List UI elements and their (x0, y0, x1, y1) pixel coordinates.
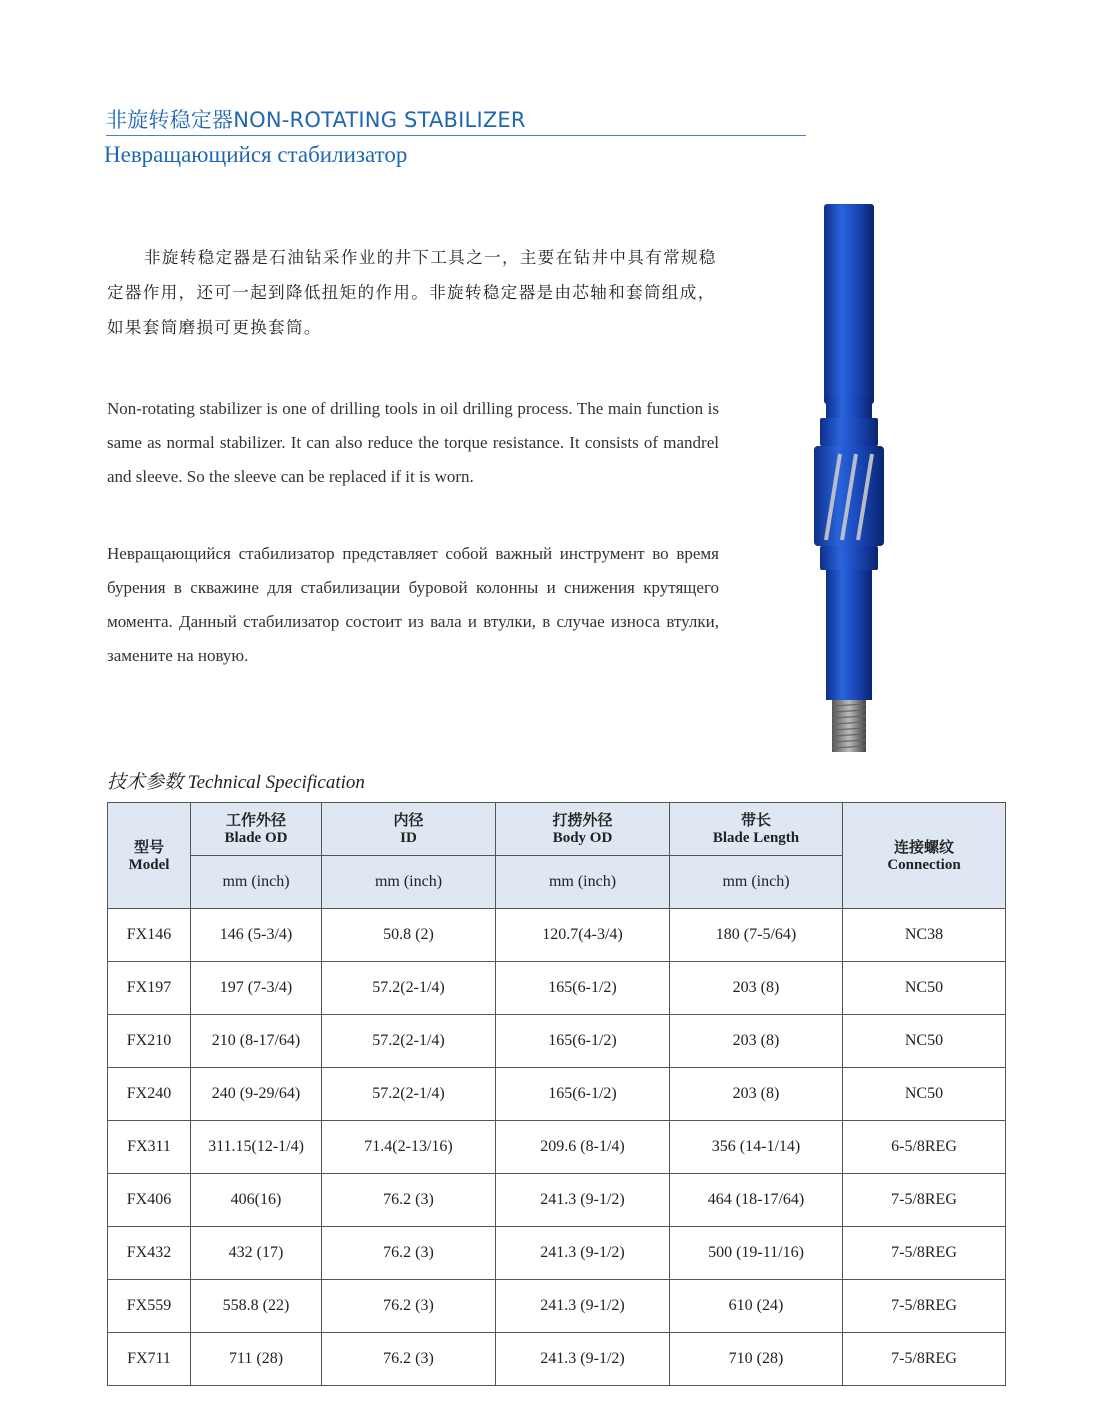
id-cell: 71.4(2-13/16) (322, 1121, 496, 1174)
model-cell: FX432 (108, 1227, 191, 1280)
model-cell: FX210 (108, 1015, 191, 1068)
connection-cell: 7-5/8REG (843, 1174, 1006, 1227)
model-cell: FX406 (108, 1174, 191, 1227)
blade-od-cell: 240 (9-29/64) (191, 1068, 322, 1121)
unit-label: mm (inch) (496, 856, 670, 909)
connection-cell: 7-5/8REG (843, 1333, 1006, 1386)
blade-length-cell: 500 (19-11/16) (670, 1227, 843, 1280)
connection-cell: 7-5/8REG (843, 1280, 1006, 1333)
stabilizer-tool-image (800, 198, 895, 758)
column-header-blade-length: 带长 Blade Length (670, 803, 843, 856)
model-cell: FX559 (108, 1280, 191, 1333)
body-od-cell: 241.3 (9-1/2) (496, 1333, 670, 1386)
id-cell: 76.2 (3) (322, 1280, 496, 1333)
blade-od-cell: 406(16) (191, 1174, 322, 1227)
model-cell: FX311 (108, 1121, 191, 1174)
unit-label: mm (inch) (191, 856, 322, 909)
blade-length-cell: 610 (24) (670, 1280, 843, 1333)
page-title: 非旋转稳定器NON-ROTATING STABILIZER (106, 108, 526, 132)
connection-cell: NC50 (843, 1068, 1006, 1121)
table-row (108, 1015, 1006, 1068)
blade-length-cell: 464 (18-17/64) (670, 1174, 843, 1227)
column-header-id: 内径 ID (322, 803, 496, 856)
column-header-blade-od: 工作外径 Blade OD (191, 803, 322, 856)
table-row (108, 1227, 1006, 1280)
blade-od-cell: 197 (7-3/4) (191, 962, 322, 1015)
table-row (108, 1280, 1006, 1333)
unit-label: mm (inch) (322, 856, 496, 909)
connection-cell: 7-5/8REG (843, 1227, 1006, 1280)
body-od-cell: 165(6-1/2) (496, 1068, 670, 1121)
blade-length-cell: 356 (14-1/14) (670, 1121, 843, 1174)
column-header-model: 型号 Model (108, 803, 191, 909)
blade-od-cell: 311.15(12-1/4) (191, 1121, 322, 1174)
id-cell: 76.2 (3) (322, 1174, 496, 1227)
connection-cell: 6-5/8REG (843, 1121, 1006, 1174)
model-cell: FX197 (108, 962, 191, 1015)
id-cell: 57.2(2-1/4) (322, 1015, 496, 1068)
connection-cell: NC50 (843, 1015, 1006, 1068)
blade-od-cell: 432 (17) (191, 1227, 322, 1280)
model-cell: FX146 (108, 909, 191, 962)
id-cell: 57.2(2-1/4) (322, 962, 496, 1015)
blade-length-cell: 180 (7-5/64) (670, 909, 843, 962)
table-row (108, 962, 1006, 1015)
id-cell: 50.8 (2) (322, 909, 496, 962)
body-od-cell: 241.3 (9-1/2) (496, 1227, 670, 1280)
column-header-body-od: 打捞外径 Body OD (496, 803, 670, 856)
model-cell: FX240 (108, 1068, 191, 1121)
body-od-cell: 241.3 (9-1/2) (496, 1174, 670, 1227)
blade-length-cell: 203 (8) (670, 1068, 843, 1121)
body-od-cell: 165(6-1/2) (496, 962, 670, 1015)
table-row (108, 1174, 1006, 1227)
description-english: Non-rotating stabilizer is one of drilling tools in oil drilling process. The main function is same as normal stabilizer. It can also reduce the torque resistance. It consists of mandrel and sleeve. So the sleeve can be replaced if it is worn. (107, 399, 719, 486)
body-od-cell: 120.7(4-3/4) (496, 909, 670, 962)
title-divider (106, 135, 806, 136)
connection-cell: NC38 (843, 909, 1006, 962)
blade-length-cell: 203 (8) (670, 1015, 843, 1068)
blade-od-cell: 711 (28) (191, 1333, 322, 1386)
table-row (108, 909, 1006, 962)
column-header-connection: 连接螺纹 Connection (843, 803, 1006, 909)
spec-title: 技术参数 Technical Specification (107, 772, 365, 793)
body-od-cell: 209.6 (8-1/4) (496, 1121, 670, 1174)
blade-od-cell: 558.8 (22) (191, 1280, 322, 1333)
body-od-cell: 241.3 (9-1/2) (496, 1280, 670, 1333)
blade-length-cell: 203 (8) (670, 962, 843, 1015)
spec-table (107, 802, 1006, 1386)
unit-label: mm (inch) (670, 856, 843, 909)
blade-od-cell: 146 (5-3/4) (191, 909, 322, 962)
table-row (108, 1333, 1006, 1386)
blade-length-cell: 710 (28) (670, 1333, 843, 1386)
description-russian: Невращающийся стабилизатор представляет собой важный инструмент во время бурения в скважине для стабилизации буровой колонны и снижения крутящего момента. Данный стабилизатор состоит из вала и втулки, в случае износа втулки, замените на новую. (107, 544, 719, 665)
model-cell: FX711 (108, 1333, 191, 1386)
body-od-cell: 165(6-1/2) (496, 1015, 670, 1068)
connection-cell: NC50 (843, 962, 1006, 1015)
id-cell: 76.2 (3) (322, 1333, 496, 1386)
description-chinese: 非旋转稳定器是石油钻采作业的井下工具之一，主要在钻井中具有常规稳定器作用，还可一起到降低扭矩的作用。非旋转稳定器是由芯轴和套筒组成，如果套筒磨损可更换套筒。 (107, 248, 717, 337)
id-cell: 57.2(2-1/4) (322, 1068, 496, 1121)
blade-od-cell: 210 (8-17/64) (191, 1015, 322, 1068)
table-row (108, 1121, 1006, 1174)
page-subtitle: Невращающийся стабилизатор (104, 142, 408, 167)
id-cell: 76.2 (3) (322, 1227, 496, 1280)
table-row (108, 1068, 1006, 1121)
